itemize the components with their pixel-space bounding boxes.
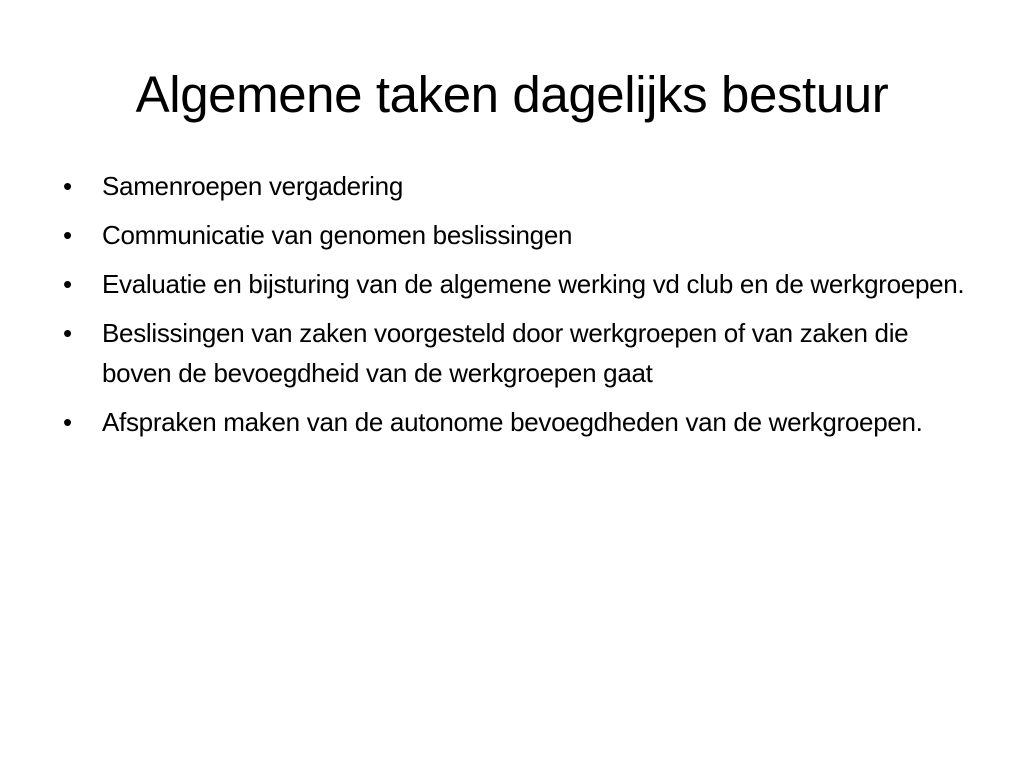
bullet-item <box>60 402 970 442</box>
bullet-icon: • <box>63 171 72 201</box>
bullet-text: Beslissingen van zaken voorgesteld door werkgroepen of van zaken die boven de bevoegdheid van de werkgroepen gaat <box>102 318 909 388</box>
bullet-icon: • <box>63 407 72 437</box>
bullet-item <box>60 264 970 304</box>
bullet-text: Afspraken maken van de autonome bevoegdheden van de werkgroepen. <box>102 407 923 437</box>
bullet-item <box>60 313 970 393</box>
bullet-item <box>60 166 970 206</box>
bullet-icon: • <box>63 318 72 348</box>
bullet-text: Evaluatie en bijsturing van de algemene werking vd club en de werkgroepen. <box>102 269 965 299</box>
bullet-item <box>60 215 970 255</box>
bullet-text: Communicatie van genomen beslissingen <box>102 220 573 250</box>
bullet-icon: • <box>63 269 72 299</box>
bullet-list <box>60 166 970 451</box>
bullet-text: Samenroepen vergadering <box>102 171 403 201</box>
slide-title: Algemene taken dagelijks bestuur <box>135 66 889 123</box>
bullet-icon: • <box>63 220 72 250</box>
